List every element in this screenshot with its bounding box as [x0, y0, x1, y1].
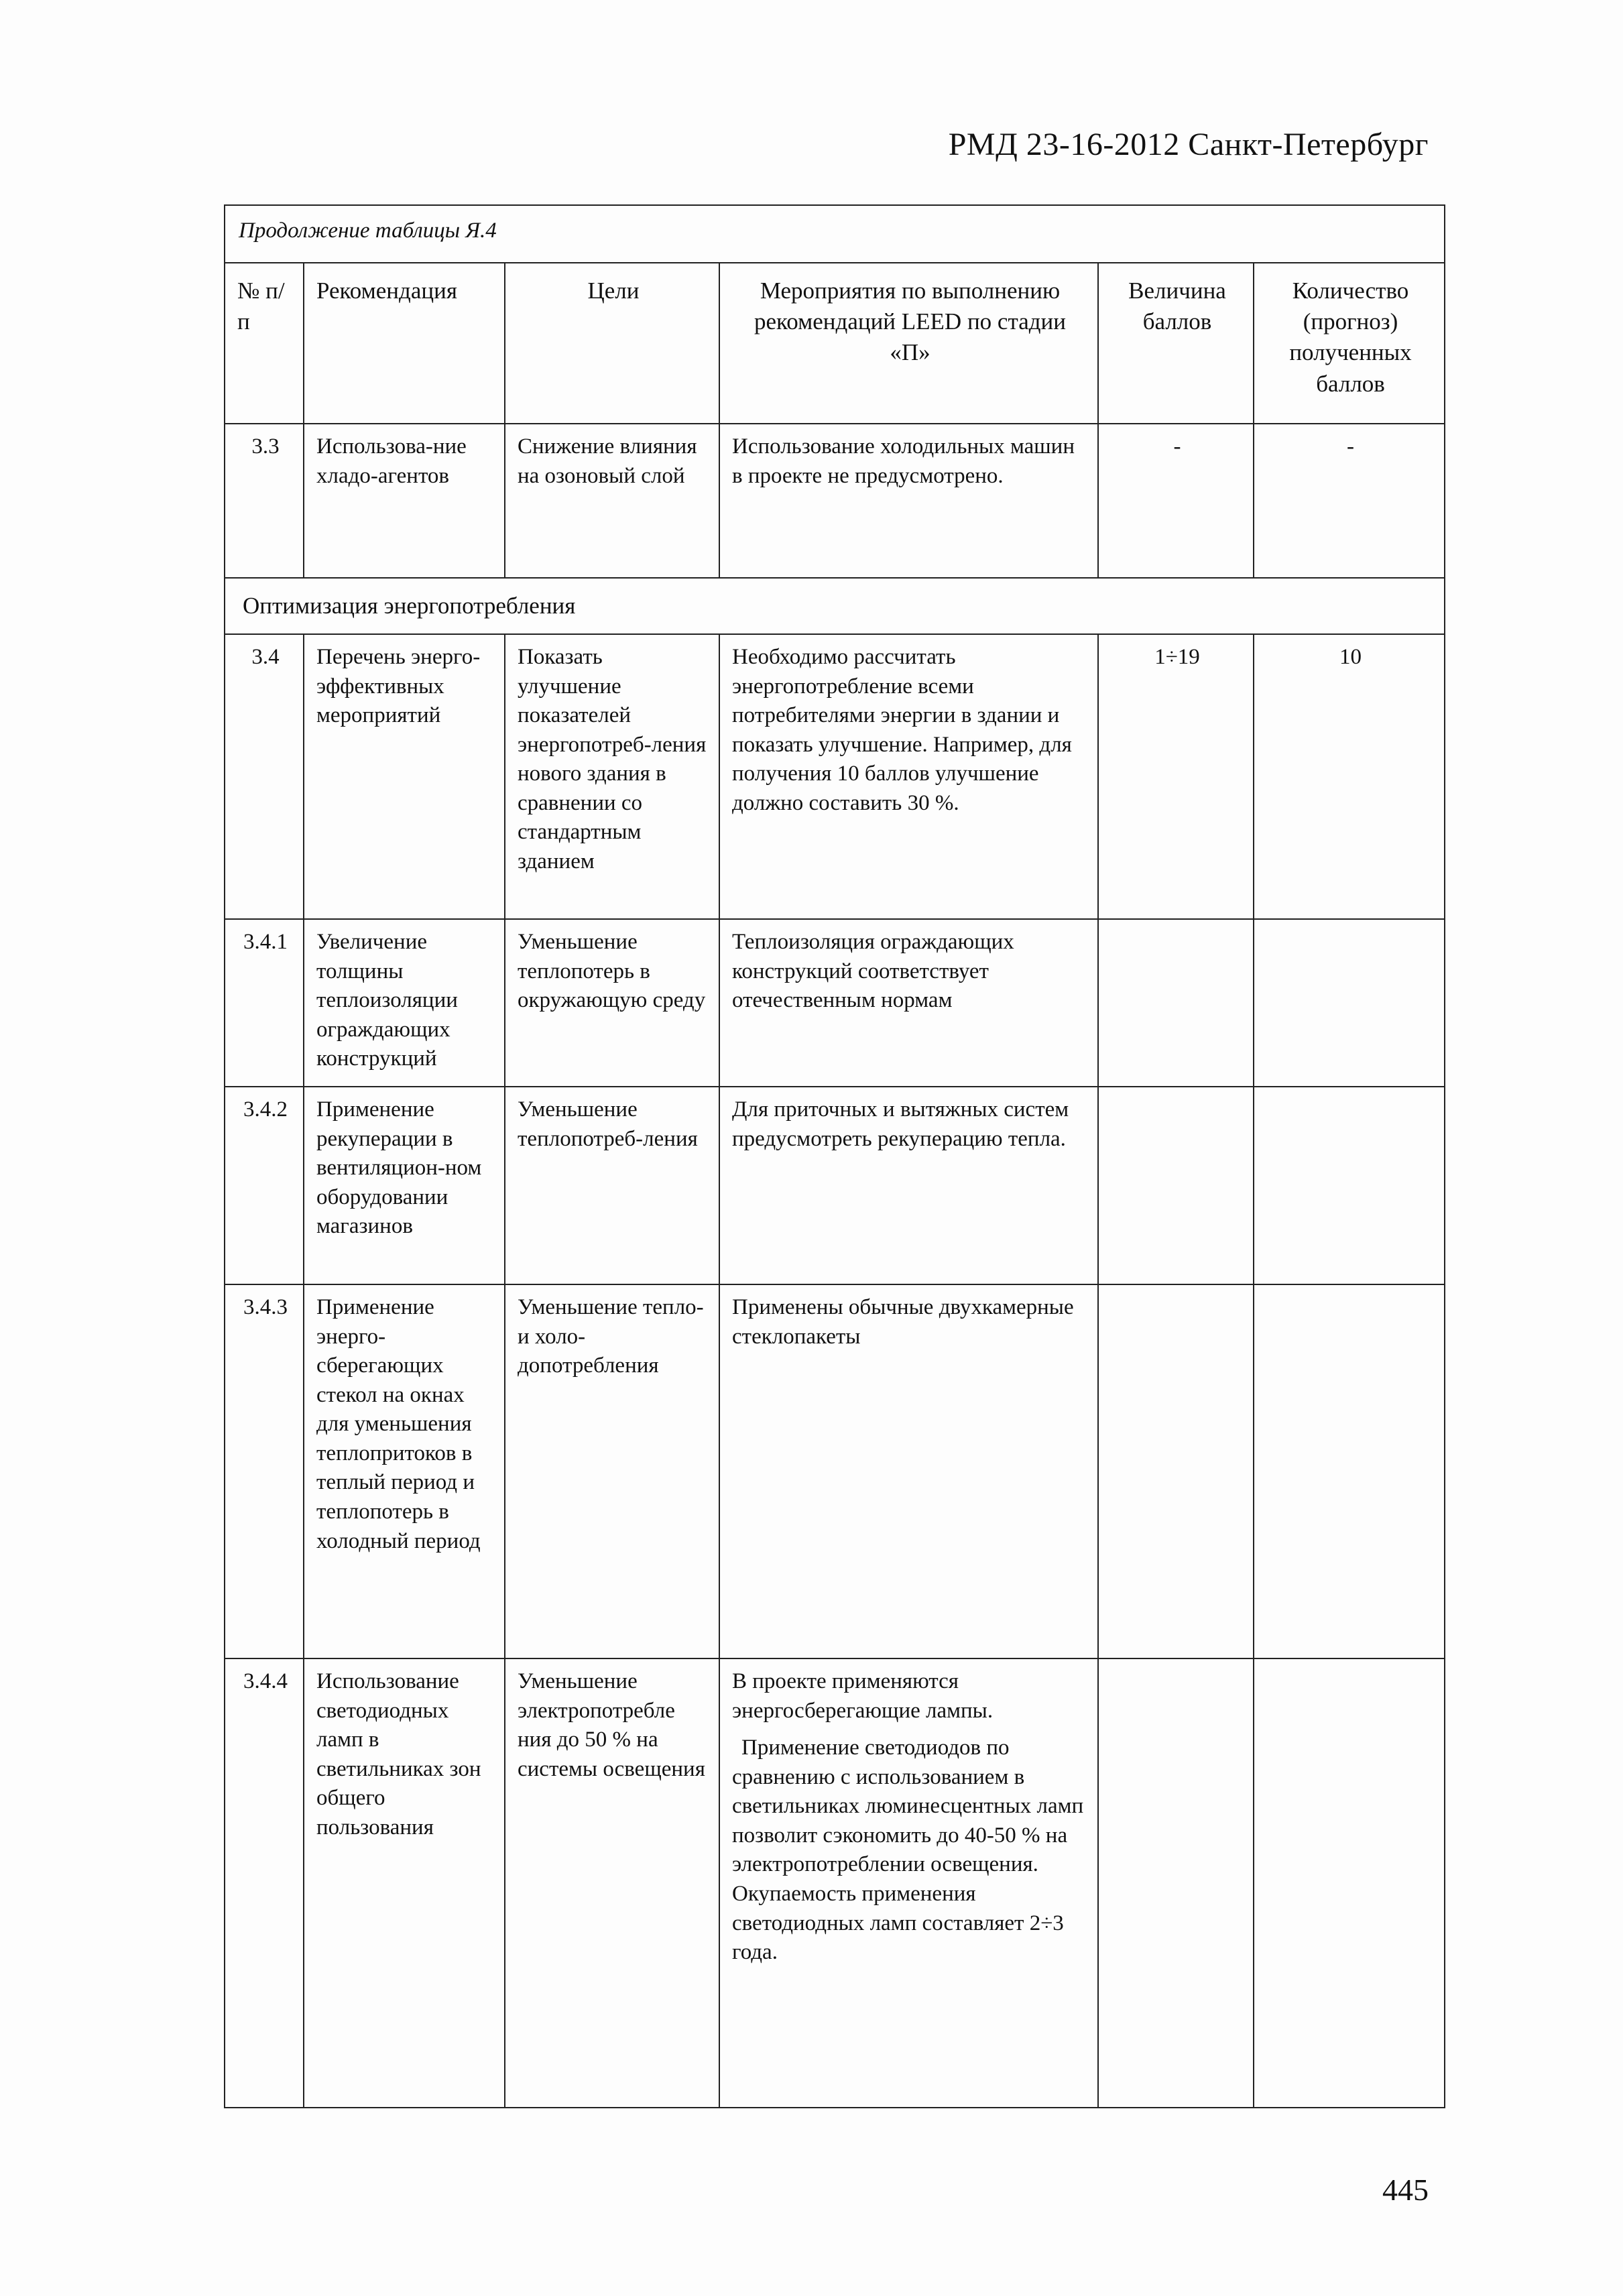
row-recommendation: Использование светодиодных ламп в светильниках зон общего пользования — [304, 1658, 505, 2108]
row-measures — [719, 634, 1098, 919]
table-row — [225, 634, 1445, 919]
row-number: 3.3 — [225, 424, 304, 578]
row-recommendation: Перечень энерго-эффективных мероприятий — [304, 634, 505, 919]
measure-text: Применены обычные двухкамерные стеклопакеты — [732, 1295, 1074, 1349]
row-forecast — [1254, 1284, 1445, 1658]
recommendations-table — [224, 204, 1445, 2108]
column-header-measures: Мероприятия по выполнению рекомендаций LEED по стадии «П» — [719, 263, 1098, 424]
row-points — [1098, 1658, 1254, 2108]
row-goals: Уменьшение тепло- и холо-допотребления — [505, 1284, 719, 1658]
row-points: - — [1098, 424, 1254, 578]
row-number: 3.4.1 — [225, 919, 304, 1087]
column-header-recommendation: Рекомендация — [304, 263, 505, 424]
table-header-row — [225, 263, 1445, 424]
page-number: 445 — [1382, 2173, 1429, 2207]
table-row — [225, 1087, 1445, 1284]
measure-text: Использование холодильных машин в проекте не предусмотрено. — [732, 434, 1075, 488]
row-measures — [719, 1087, 1098, 1284]
row-points — [1098, 1284, 1254, 1658]
measure-text: В проекте применяются энергосберегающие лампы. — [732, 1669, 994, 1723]
table-row — [225, 1284, 1445, 1658]
row-points — [1098, 919, 1254, 1087]
row-goals: Уменьшение электропотребле ния до 50 % на системы освещения — [505, 1658, 719, 2108]
row-recommendation: Увеличение толщины теплоизоляции ограждающих конструкций — [304, 919, 505, 1087]
row-recommendation: Использова-ние хладо-агентов — [304, 424, 505, 578]
row-forecast — [1254, 919, 1445, 1087]
row-forecast: 10 — [1254, 634, 1445, 919]
row-measures — [719, 424, 1098, 578]
row-measures — [719, 1658, 1098, 2108]
table-caption: Продолжение таблицы Я.4 — [225, 205, 1445, 263]
row-measures — [719, 919, 1098, 1087]
table-row — [225, 424, 1445, 578]
row-number: 3.4.3 — [225, 1284, 304, 1658]
row-recommendation: Применение энерго-сберегающих стекол на окнах для уменьшения теплопритоков в теплый период и теплопотерь в холодный период — [304, 1284, 505, 1658]
measure-text: Теплоизоляция ограждающих конструкций соответствует отечественным нормам — [732, 930, 1014, 1013]
table-row — [225, 1658, 1445, 2108]
row-points: 1÷19 — [1098, 634, 1254, 919]
row-measures — [719, 1284, 1098, 1658]
document-header: РМД 23-16-2012 Санкт-Петербург — [948, 127, 1429, 162]
row-points — [1098, 1087, 1254, 1284]
measure-text: Необходимо рассчитать энергопотребление всеми потребителями энергии в здании и показать улучшение. Например, для получения 10 баллов улучшение должно составить 30 %. — [732, 645, 1072, 815]
row-recommendation: Применение рекуперации в вентиляцион-ном оборудовании магазинов — [304, 1087, 505, 1284]
table-row — [225, 919, 1445, 1087]
section-row — [225, 578, 1445, 634]
measure-text: Для приточных и вытяжных систем предусмотреть рекуперацию тепла. — [732, 1097, 1069, 1151]
column-header-points: Величина баллов — [1098, 263, 1254, 424]
measure-text: Применение светодиодов по сравнению с использованием в светильниках люминесцентных ламп позволит сэкономить до 40-50 % на электропотреблении освещения. Окупаемость применения светодиодных ламп составляет 2÷3 года. — [732, 1736, 1084, 1965]
row-goals: Уменьшение теплопотреб-ления — [505, 1087, 719, 1284]
row-forecast — [1254, 1658, 1445, 2108]
row-number: 3.4 — [225, 634, 304, 919]
row-goals: Уменьшение теплопотерь в окружающую среду — [505, 919, 719, 1087]
column-header-number: № п/п — [225, 263, 304, 424]
row-forecast: - — [1254, 424, 1445, 578]
row-goals: Показать улучшение показателей энергопотреб-ления нового здания в сравнении со стандартным зданием — [505, 634, 719, 919]
row-number: 3.4.4 — [225, 1658, 304, 2108]
column-header-forecast: Количество (прогноз) полученных баллов — [1254, 263, 1445, 424]
row-number: 3.4.2 — [225, 1087, 304, 1284]
row-goals: Снижение влияния на озоновый слой — [505, 424, 719, 578]
row-forecast — [1254, 1087, 1445, 1284]
section-title: Оптимизация энергопотребления — [225, 578, 1445, 634]
column-header-goals: Цели — [505, 263, 719, 424]
